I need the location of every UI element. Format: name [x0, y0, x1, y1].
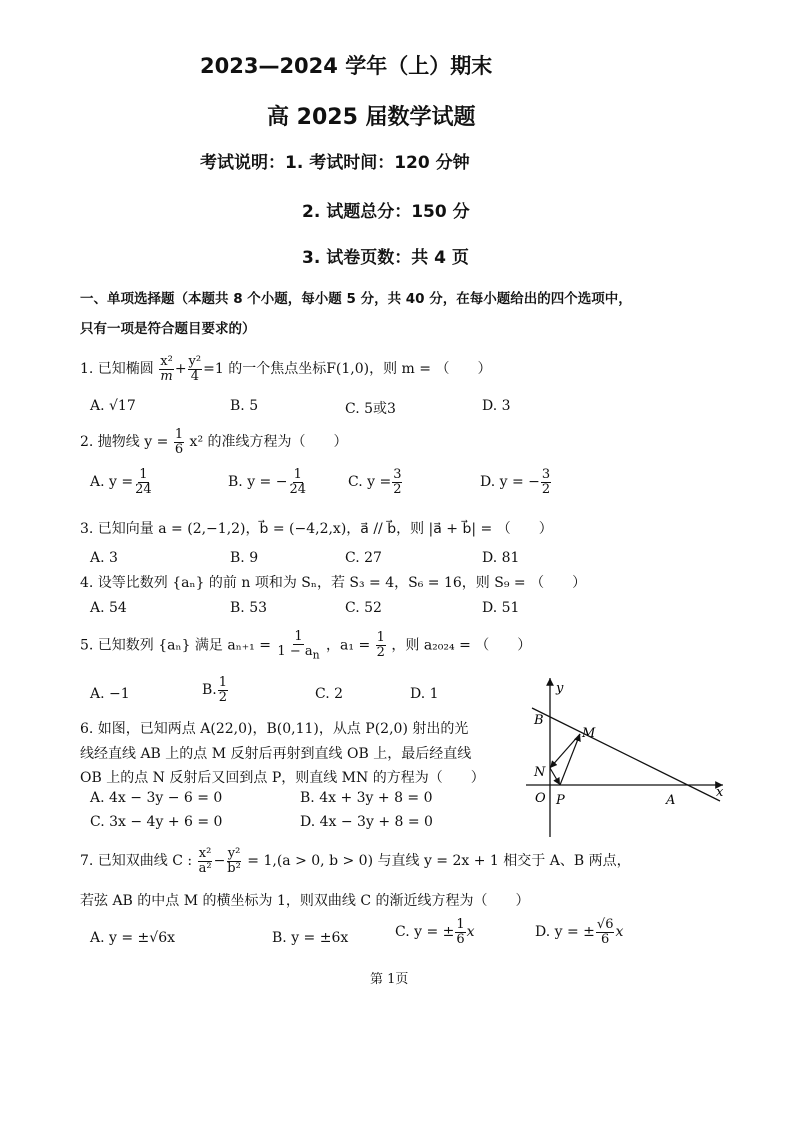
question-6-figure — [520, 672, 730, 842]
instruction-pages: 3. 试卷页数：共 4 页 — [302, 248, 469, 268]
question-1-stem: 1. 已知椭圆 $\frac{\text{x²}}{m}$ + $\frac{\text{y²}}{4}$ =1 的一个焦点坐标F(1,0)，则 m = （ ） — [80, 354, 492, 384]
instruction-time: 考试说明：1. 考试时间：120 分钟 — [200, 153, 470, 173]
question-3-option-c[interactable]: C. 27 — [345, 550, 382, 566]
question-1-option-b[interactable]: B. 5 — [230, 398, 259, 414]
question-4-stem: 4. 设等比数列 {aₙ} 的前 n 项和为 Sₙ，若 S₃ = 4，S₆ = 16，则 S₉ = （ ） — [80, 575, 587, 591]
question-2-option-b[interactable]: B. y = − $\frac{1}{24}$ — [228, 467, 307, 497]
ray-m-to-n — [550, 734, 580, 768]
question-7-option-c[interactable]: C. y = ± $\frac{1}{6}$ x — [395, 917, 475, 947]
label-y: y — [556, 681, 564, 696]
question-1-option-a[interactable]: A. √17 — [90, 398, 136, 414]
page-number: 第 1页 — [370, 972, 409, 987]
exam-title: 高 2025 届数学试题 — [267, 105, 476, 130]
line-ab — [532, 708, 720, 801]
question-6-line-2: 线经直线 AB 上的点 M 反射后再射到直线 OB 上，最后经直线 — [80, 746, 472, 762]
instruction-score: 2. 试题总分：150 分 — [302, 202, 470, 222]
ray-p-to-m — [560, 734, 580, 785]
question-6-option-c[interactable]: C. 3x − 4y + 6 = 0 — [90, 814, 223, 830]
question-6-option-a[interactable]: A. 4x − 3y − 6 = 0 — [90, 790, 223, 806]
question-6-line-1: 6. 如图，已知两点 A(22,0)，B(0,11)，从点 P(2,0) 射出的光 — [80, 721, 469, 737]
question-4-option-a[interactable]: A. 54 — [90, 600, 127, 616]
question-7-option-d[interactable]: D. y = ± $\frac{√6}{6}$ x — [535, 917, 624, 947]
question-3-stem: 3. 已知向量 a = (2,−1,2)，b⃗ = (−4,2,x)，a⃗ // b⃗，则 |a⃗ + b⃗| = （ ） — [80, 521, 553, 537]
question-4-option-d[interactable]: D. 51 — [482, 600, 520, 616]
question-6-line-3: OB 上的点 N 反射后又回到点 P，则直线 MN 的方程为（ ） — [80, 770, 485, 786]
question-2-option-c[interactable]: C. y = $\frac{3}{2}$ — [348, 467, 402, 497]
section-heading: 一、单项选择题（本题共 8 个小题，每小题 5 分，共 40 分，在每小题给出的四个选项中， — [80, 291, 632, 307]
question-5-option-d[interactable]: D. 1 — [410, 686, 439, 702]
question-3-option-d[interactable]: D. 81 — [482, 550, 520, 566]
label-m: M — [582, 726, 596, 741]
section-heading-cont: 只有一项是符合题目要求的） — [80, 321, 256, 337]
question-7-line-1: 7. 已知双曲线 C : $\frac{\text{x²}}{\text{a²}}$ − $\frac{\text{y²}}{\text{b²}}$ = 1,(a > 0, b > 0) 与直线 y = 2x + 1 相交于 A、B 两点， — [80, 846, 631, 876]
question-1-option-d[interactable]: D. 3 — [482, 398, 511, 414]
label-x: x — [716, 785, 724, 800]
question-5-stem: 5. 已知数列 {aₙ} 满足 aₙ₊₁ = $\frac{1}{1 - a_n}$ ，a₁ = $\frac{1}{2}$ ，则 a₂₀₂₄ = （ ） — [80, 629, 532, 662]
label-p: P — [556, 793, 565, 808]
question-6-option-b[interactable]: B. 4x + 3y + 8 = 0 — [300, 790, 433, 806]
question-3-option-a[interactable]: A. 3 — [90, 550, 118, 566]
question-1-option-c[interactable]: C. 5或3 — [345, 401, 396, 417]
question-7-option-b[interactable]: B. y = ±6x — [272, 930, 349, 946]
question-5-option-c[interactable]: C. 2 — [315, 686, 344, 702]
question-4-option-b[interactable]: B. 53 — [230, 600, 268, 616]
question-7-option-a[interactable]: A. y = ±√6x — [90, 930, 176, 946]
question-2-stem: 2. 抛物线 y = $\frac{1}{6}$ x² 的准线方程为（ ） — [80, 427, 348, 457]
label-b: B — [534, 713, 544, 728]
question-2-option-d[interactable]: D. y = − $\frac{3}{2}$ — [480, 467, 551, 497]
question-5-option-a[interactable]: A. −1 — [90, 686, 130, 702]
question-2-option-a[interactable]: A. y = $\frac{1}{24}$ — [90, 467, 152, 497]
question-4-option-c[interactable]: C. 52 — [345, 600, 382, 616]
question-5-option-b[interactable]: B. $\frac{1}{2}$ — [202, 675, 228, 705]
label-a: A — [666, 793, 676, 808]
question-7-line-2: 若弦 AB 的中点 M 的横坐标为 1，则双曲线 C 的渐近线方程为（ ） — [80, 893, 530, 909]
ray-n-to-p — [550, 768, 560, 785]
label-n: N — [534, 765, 546, 780]
question-3-option-b[interactable]: B. 9 — [230, 550, 259, 566]
question-6-option-d[interactable]: D. 4x − 3y + 8 = 0 — [300, 814, 433, 830]
exam-year-line: 2023—2024 学年（上）期末 — [200, 54, 493, 78]
label-o: O — [535, 791, 546, 806]
